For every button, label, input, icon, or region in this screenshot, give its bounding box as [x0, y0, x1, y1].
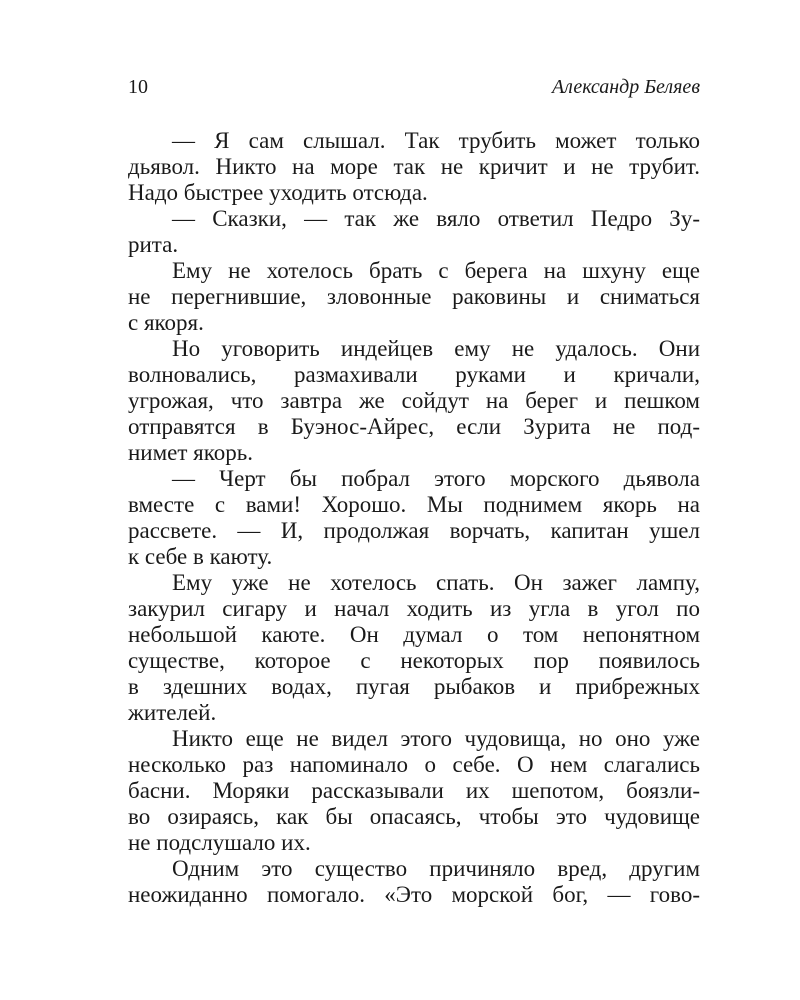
text-line: — Черт бы побрал этого морского дьявола	[172, 466, 700, 491]
text-line: небольшой каюте. Он думал о том непонятном	[128, 622, 700, 647]
text-line: Никто еще не видел этого чудовища, но оно уже	[172, 726, 700, 751]
text-line: с якоря.	[128, 310, 204, 335]
text-line: жителей.	[128, 700, 217, 725]
text-line: отправятся в Буэнос-Айрес, если Зурита не под-	[128, 414, 700, 439]
running-title: Александр Беляев	[551, 76, 700, 98]
text-line: — Сказки, — так же вяло ответил Педро Зу-	[172, 206, 700, 231]
text-line: во озираясь, как бы опасаясь, чтобы это чудовище	[128, 804, 700, 829]
text-line: басни. Моряки рассказывали их шепотом, боязли-	[128, 778, 700, 803]
text-line: вместе с вами! Хорошо. Мы поднимем якорь на	[128, 492, 700, 517]
text-line: рассвете. — И, продолжая ворчать, капитан ушел	[128, 518, 700, 543]
text-line: неожиданно помогало. «Это морской бог, — гово-	[128, 882, 700, 907]
text-line: существе, которое с некоторых пор появилось	[128, 648, 700, 673]
text-line: Ему уже не хотелось спать. Он зажег лампу,	[172, 570, 700, 595]
page-header	[128, 76, 700, 102]
text-line: Ему не хотелось брать с берега на шхуну еще	[172, 258, 700, 283]
text-line: угрожая, что завтра же сойдут на берег и пешком	[128, 388, 700, 413]
text-line: к себе в каюту.	[128, 544, 273, 569]
text-line: несколько раз напоминало о себе. О нем слагались	[128, 752, 700, 777]
text-line: Но уговорить индейцев ему не удалось. Они	[172, 336, 700, 361]
page-number: 10	[128, 76, 148, 98]
text-line: нимет якорь.	[128, 440, 254, 465]
text-line: закурил сигару и начал ходить из угла в угол по	[128, 596, 700, 621]
text-line: рита.	[128, 232, 179, 257]
text-line: волновались, размахивали руками и кричали,	[128, 362, 700, 387]
text-line: — Я сам слышал. Так трубить может только	[172, 128, 700, 153]
text-line: дьявол. Никто на море так не кричит и не трубит.	[128, 154, 700, 179]
text-line: в здешних водах, пугая рыбаков и прибрежных	[128, 674, 700, 699]
body-text	[128, 128, 700, 908]
text-line: Одним это существо причиняло вред, другим	[172, 856, 700, 881]
text-line: не подслушало их.	[128, 830, 311, 855]
text-line: Надо быстрее уходить отсюда.	[128, 180, 428, 205]
text-line: не перегнившие, зловонные раковины и сниматься	[128, 284, 700, 309]
